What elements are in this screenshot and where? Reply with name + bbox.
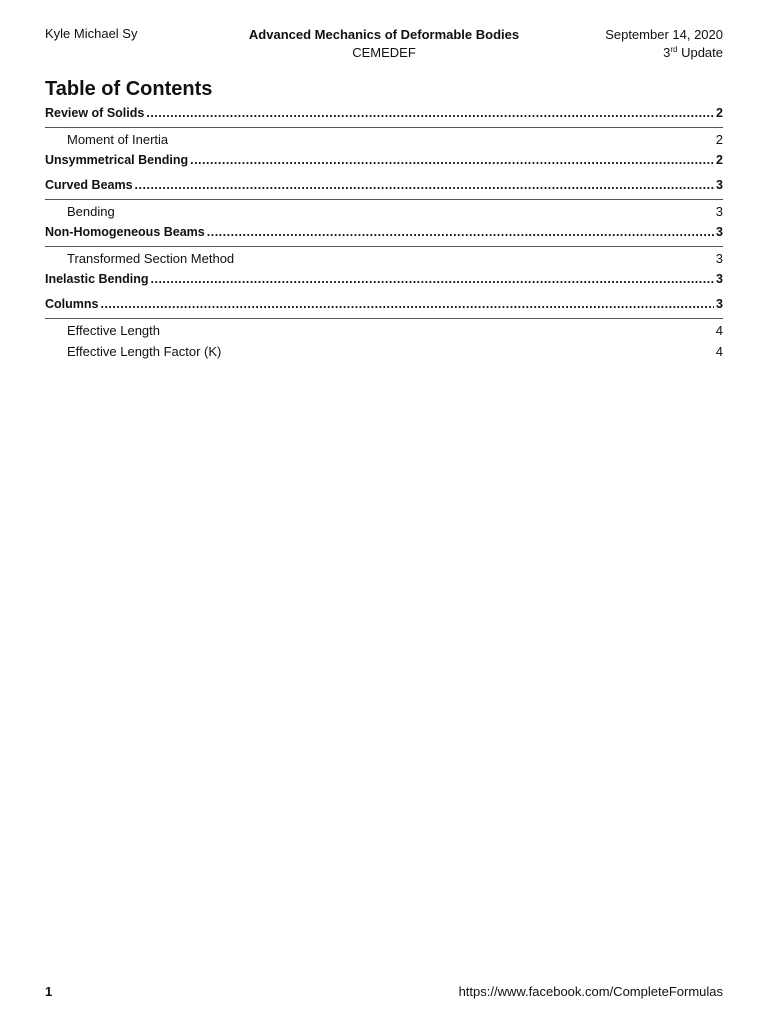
toc-entry-label: Effective Length Factor (K) [67,344,222,359]
toc-entry-columns[interactable] [45,297,723,318]
update-suffix: rd [670,45,678,54]
toc-entry-label: Review of Solids [45,106,145,120]
toc-entry-page: 2 [716,106,723,120]
toc-entry-effective-length[interactable] [45,323,723,344]
toc-entry-curved-beams[interactable] [45,178,723,199]
toc-dot-leader [207,225,714,239]
toc-entry-label: Moment of Inertia [67,132,169,147]
toc-entry-label: Columns [45,297,99,311]
header-center [200,26,568,62]
toc-entry-label: Transformed Section Method [67,251,235,266]
toc-entry-inelastic-bending[interactable] [45,272,723,293]
toc-entry-label: Unsymmetrical Bending [45,153,189,167]
toc-dot-leader [151,272,715,286]
toc-entry-moment-of-inertia[interactable] [45,132,723,153]
toc-dot-leader [146,106,714,120]
toc-entry-label: Bending [67,204,115,219]
toc-entry-non-homogeneous-beams[interactable] [45,225,723,246]
toc-entry-label: Inelastic Bending [45,272,149,286]
header-right [605,26,723,62]
toc-entry-label: Non-Homogeneous Beams [45,225,205,239]
footer-url-link[interactable]: https://www.facebook.com/CompleteFormulas [458,984,723,999]
toc-entry-page: 4 [715,344,723,359]
toc-entry-review-of-solids[interactable] [45,106,723,127]
toc-entry-transformed-section-method[interactable] [45,251,723,272]
toc-entry-page: 4 [715,323,723,338]
toc-divider [45,199,723,200]
header-update [605,44,723,62]
update-word: Update [681,45,723,60]
footer-page-number: 1 [45,984,53,999]
toc-heading: Table of Contents [45,78,213,100]
toc-entry-effective-length-factor[interactable] [45,344,723,365]
toc-entry-page: 3 [716,272,723,286]
toc-entry-unsymmetrical-bending[interactable] [45,153,723,174]
toc-entry-page: 2 [715,132,723,147]
header-title: Advanced Mechanics of Deformable Bodies [248,27,520,42]
toc-entry-label: Effective Length [67,323,160,338]
toc-entry-page: 3 [716,225,723,239]
header-date: September 14, 2020 [605,27,723,42]
toc-entry-page: 3 [716,297,723,311]
toc-entry-label: Curved Beams [45,178,133,192]
header-author: Kyle Michael Sy [45,26,138,41]
toc-dot-leader [135,178,715,192]
toc-divider [45,246,723,247]
header-subtitle: CEMEDEF [352,45,416,60]
toc-entry-page: 3 [716,178,723,192]
toc-entry-page: 3 [715,204,723,219]
toc-entry-page: 3 [715,251,723,266]
toc-entry-page: 2 [716,153,723,167]
toc-entry-bending[interactable] [45,204,723,225]
toc-divider [45,127,723,128]
toc-dot-leader [190,153,714,167]
toc-dot-leader [100,297,714,311]
table-of-contents [45,106,723,365]
toc-divider [45,318,723,319]
update-number: 3 [663,45,671,60]
